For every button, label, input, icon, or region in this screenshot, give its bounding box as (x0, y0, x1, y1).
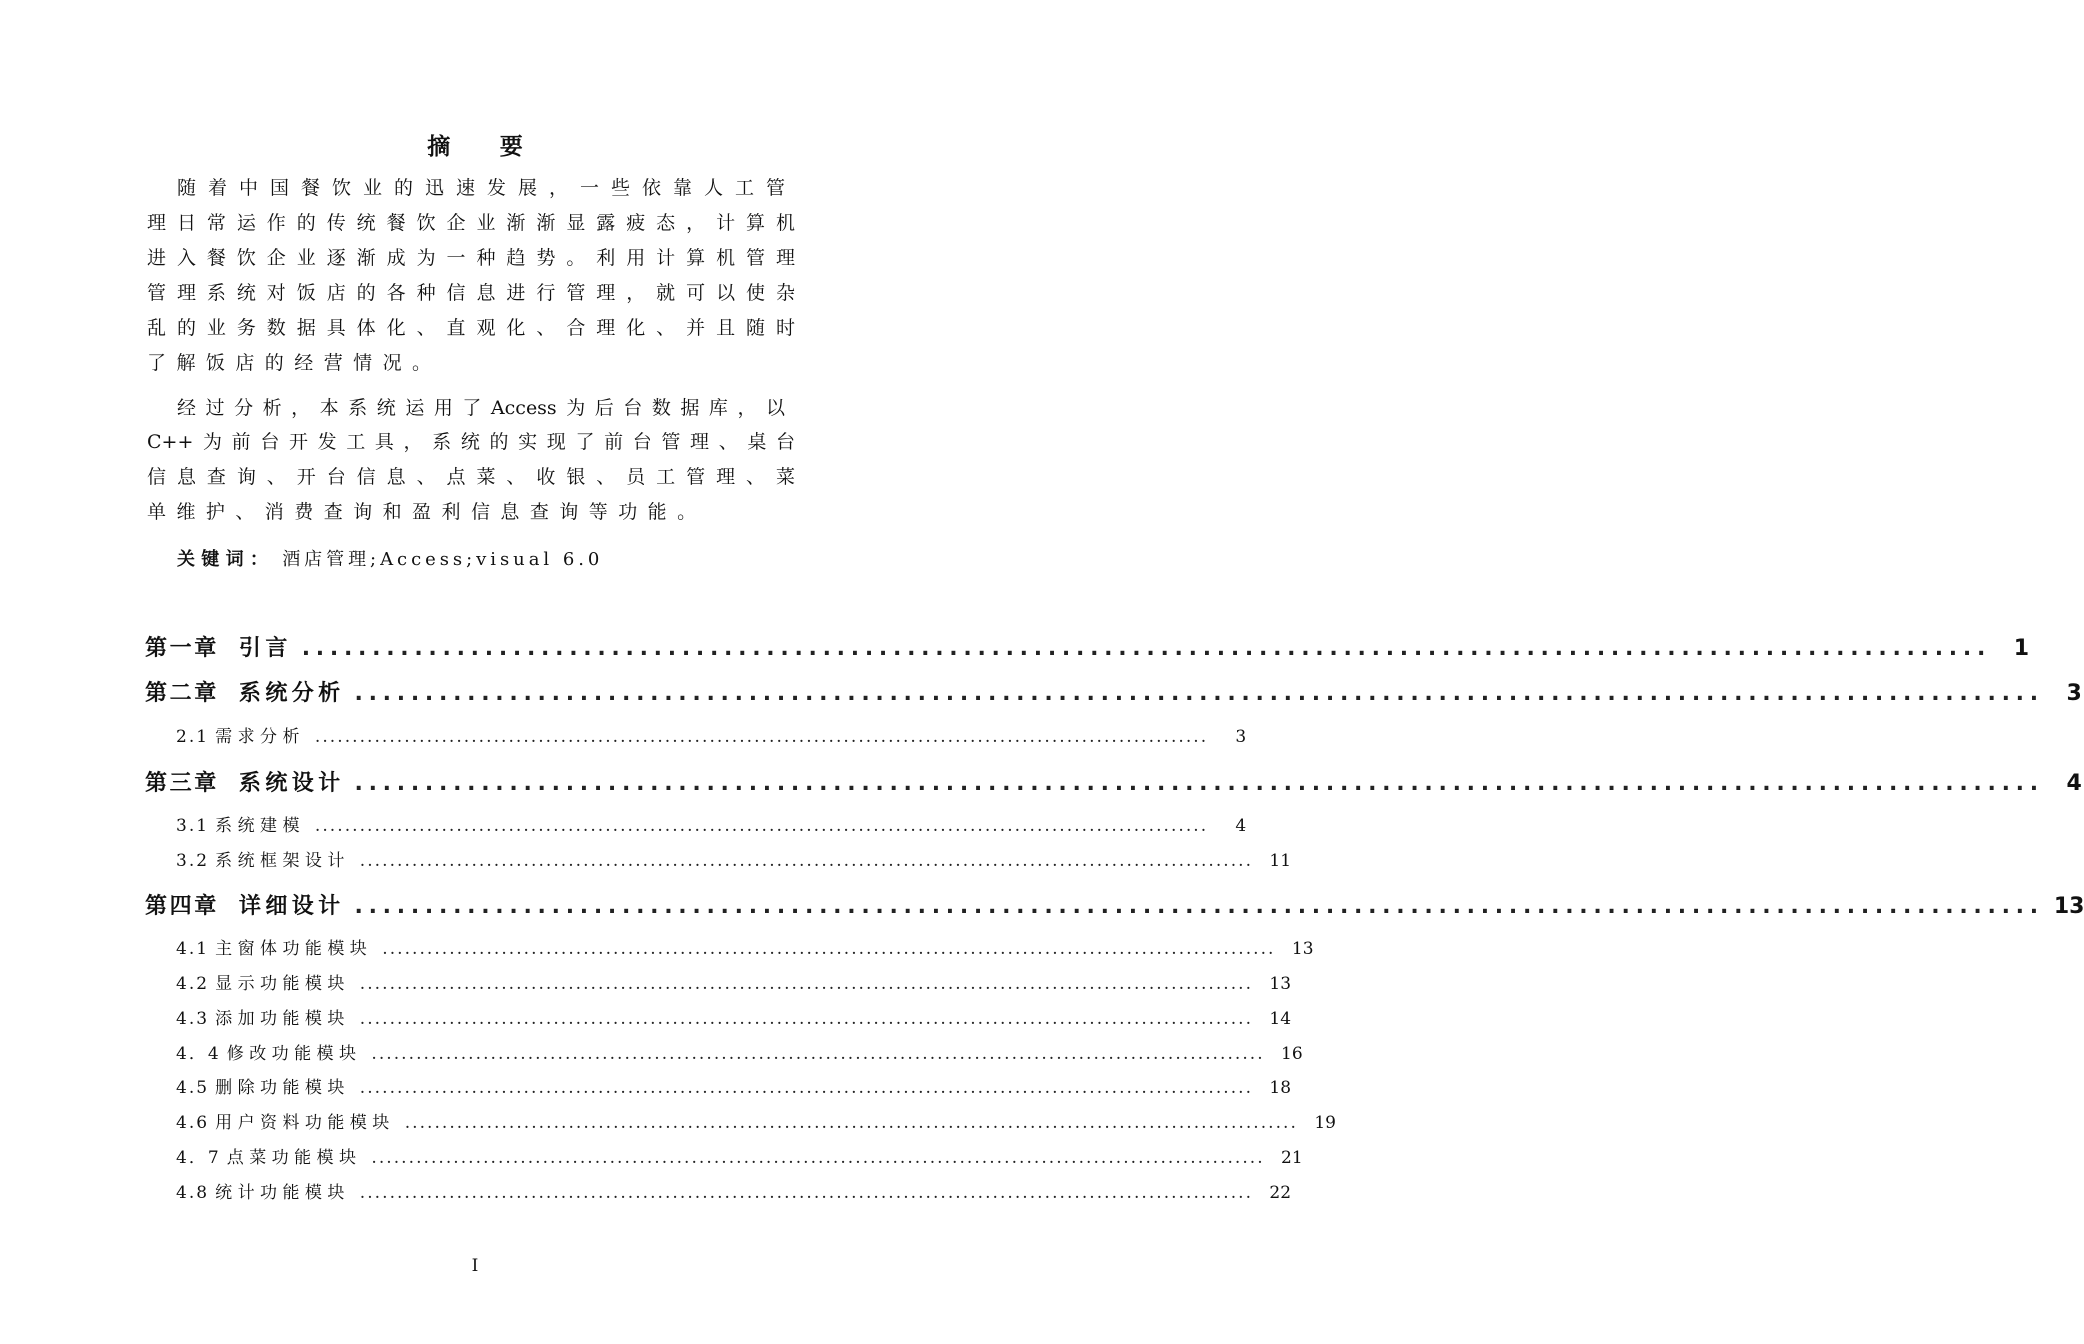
toc-entry-title: 系统建模 (215, 816, 305, 836)
toc-entry-title: 用户资料功能模块 (215, 1113, 395, 1133)
toc-entry-number: 第一章 (145, 636, 219, 661)
toc-section-entry[interactable] (176, 1039, 1303, 1064)
toc-entry-number: 3.2 (176, 851, 210, 871)
toc-section-entry[interactable] (176, 934, 1314, 959)
toc-entry-page: 16 (1281, 1044, 1303, 1064)
abstract-line: 进入餐饮企业逐渐成为一种趋势。利用计算机管理 (147, 247, 795, 269)
toc-entry-page: 4 (1235, 816, 1247, 836)
toc-section-entry[interactable] (176, 1178, 1292, 1203)
abstract-line: 随着中国餐饮业的迅速发展，一些依靠人工管 (177, 177, 785, 199)
toc-entry-title: 系统框架设计 (215, 851, 350, 871)
toc-entry-number: 4.8 (176, 1183, 210, 1203)
toc-section-entry[interactable] (176, 969, 1292, 994)
toc-dot-leader: ........................................................................................................................ (354, 771, 2044, 796)
toc-entry-page: 11 (1269, 851, 1292, 871)
toc-entry-title: 需求分析 (215, 727, 305, 747)
toc-entry-number: 4.6 (176, 1113, 210, 1133)
toc-section-entry[interactable] (176, 722, 1247, 747)
abstract-line: C++为前台开发工具，系统的实现了前台管理、桌台 (147, 431, 795, 453)
toc-entry-page: 13 (1269, 974, 1292, 994)
toc-dot-leader: ........................................................................................................................ (359, 1009, 1254, 1029)
abstract-line: 经过分析，本系统运用了Access为后台数据库，以 (177, 397, 785, 419)
keywords-value: 酒店管理;Access;visual 6.0 (282, 549, 604, 570)
toc-section-entry[interactable] (176, 1004, 1292, 1029)
toc-entry-number: 4．7 (176, 1148, 221, 1168)
toc-entry-page: 19 (1314, 1113, 1336, 1133)
toc-entry-number: 3.1 (176, 816, 210, 836)
toc-entry-title: 添加功能模块 (215, 1009, 350, 1029)
toc-entry-page: 1 (2013, 636, 2030, 661)
toc-section-entry[interactable] (176, 1143, 1303, 1168)
toc-entry-page: 13 (2053, 894, 2084, 919)
toc-entry-title: 系统设计 (238, 771, 345, 796)
toc-entry-number: 4.1 (176, 939, 210, 959)
toc-chapter-entry[interactable] (145, 676, 2082, 707)
toc-entry-number: 2.1 (176, 727, 210, 747)
toc-entry-number: 第三章 (145, 771, 219, 796)
toc-entry-number: 4.5 (176, 1078, 210, 1098)
toc-entry-page: 14 (1269, 1009, 1292, 1029)
toc-entry-title: 显示功能模块 (215, 974, 350, 994)
toc-entry-page: 13 (1291, 939, 1314, 959)
toc-entry-page: 18 (1269, 1078, 1292, 1098)
abstract-line: 信息查询、开台信息、点菜、收银、员工管理、菜 (147, 466, 795, 488)
toc-entry-title: 点菜功能模块 (226, 1148, 362, 1168)
keywords (177, 545, 603, 571)
toc-dot-leader: ........................................................................................................................ (354, 681, 2044, 706)
toc-section-entry[interactable] (176, 1108, 1336, 1133)
toc-section-entry[interactable] (176, 846, 1292, 871)
toc-entry-title: 修改功能模块 (226, 1044, 362, 1064)
toc-dot-leader: ........................................................................................................................ (301, 636, 1992, 661)
toc-entry-number: 第四章 (145, 894, 219, 919)
toc-dot-leader: ........................................................................................................................ (371, 1044, 1265, 1064)
toc-section-entry[interactable] (176, 1073, 1292, 1098)
toc-dot-leader: ........................................................................................................................ (314, 816, 1209, 836)
toc-entry-page: 3 (1235, 727, 1247, 747)
toc-entry-number: 4.3 (176, 1009, 210, 1029)
abstract-title: 摘 要 (427, 133, 544, 160)
toc-entry-number: 4．4 (176, 1044, 221, 1064)
abstract-line: 单维护、消费查询和盈利信息查询等功能。 (147, 501, 707, 523)
toc-dot-leader: ........................................................................................................................ (359, 1078, 1254, 1098)
toc-entry-title: 引言 (238, 636, 292, 661)
toc-entry-number: 4.2 (176, 974, 210, 994)
toc-entry-title: 统计功能模块 (215, 1183, 350, 1203)
toc-dot-leader: ........................................................................................................................ (359, 851, 1254, 871)
abstract-line: 乱的业务数据具体化、直观化、合理化、并且随时 (147, 317, 795, 339)
toc-dot-leader: ........................................................................................................................ (359, 1183, 1254, 1203)
abstract-line: 了解饭店的经营情况。 (147, 352, 442, 374)
toc-chapter-entry[interactable] (145, 631, 2030, 662)
keywords-label: 关键词： (177, 549, 275, 570)
toc-entry-page: 21 (1281, 1148, 1303, 1168)
toc-dot-leader: ........................................................................................................................ (382, 939, 1276, 959)
toc-entry-page: 3 (2066, 681, 2082, 706)
page-number: I (471, 1256, 479, 1276)
toc-dot-leader: ........................................................................................................................ (371, 1148, 1265, 1168)
toc-section-entry[interactable] (176, 811, 1247, 836)
toc-entry-number: 第二章 (145, 681, 219, 706)
toc-entry-page: 4 (2066, 771, 2082, 796)
toc-dot-leader: ........................................................................................................................ (404, 1113, 1298, 1133)
toc-chapter-entry[interactable] (145, 889, 2084, 920)
toc-dot-leader: ........................................................................................................................ (314, 727, 1209, 747)
toc-entry-title: 详细设计 (238, 894, 345, 919)
toc-entry-title: 删除功能模块 (215, 1078, 350, 1098)
toc-entry-page: 22 (1269, 1183, 1292, 1203)
abstract-line: 管理系统对饭店的各种信息进行管理，就可以使杂 (147, 282, 795, 304)
toc-dot-leader: ........................................................................................................................ (354, 894, 2044, 919)
toc-entry-title: 系统分析 (238, 681, 345, 706)
toc-entry-title: 主窗体功能模块 (215, 939, 373, 959)
toc-dot-leader: ........................................................................................................................ (359, 974, 1254, 994)
toc-chapter-entry[interactable] (145, 766, 2082, 797)
abstract-line: 理日常运作的传统餐饮企业渐渐显露疲态，计算机 (147, 212, 795, 234)
